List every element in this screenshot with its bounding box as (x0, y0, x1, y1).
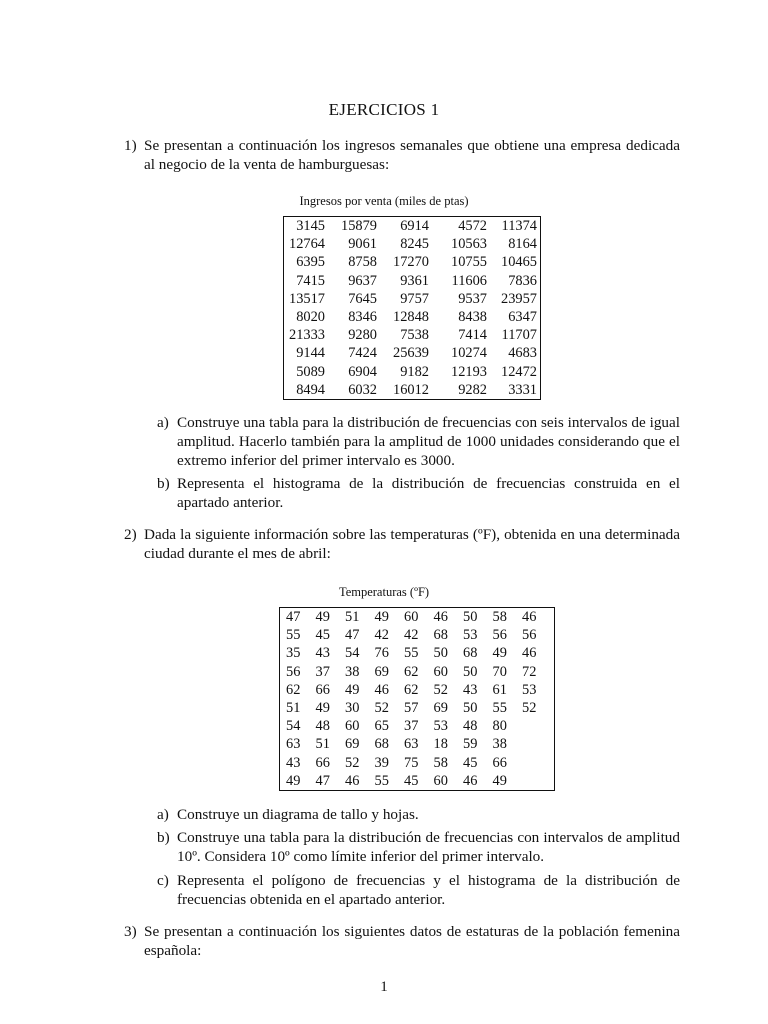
table-cell: 12193 (451, 363, 487, 380)
table-cell: 70 (492, 663, 507, 680)
table-cell: 17270 (393, 254, 429, 271)
table-cell: 42 (404, 627, 419, 644)
table-row (284, 326, 541, 344)
table-cell: 9282 (458, 381, 487, 398)
table-cell: 8164 (508, 236, 537, 253)
table-cell: 53 (463, 627, 478, 644)
table-cell: 61 (492, 681, 507, 698)
table-cell: 58 (433, 754, 448, 771)
table-cell: 16012 (393, 381, 429, 398)
table-cell: 60 (345, 718, 360, 735)
table-cell: 21333 (289, 327, 325, 344)
table-cell: 46 (463, 772, 478, 789)
table-row (280, 663, 555, 681)
table-row (280, 681, 555, 699)
table-cell: 66 (315, 754, 330, 771)
table-cell: 56 (286, 663, 301, 680)
table-row (284, 290, 541, 308)
part-label: c) (157, 872, 169, 889)
table-row (280, 717, 555, 735)
table-cell: 46 (433, 609, 448, 625)
table-cell: 46 (522, 609, 537, 625)
table-cell: 49 (492, 645, 507, 662)
table-cell: 52 (374, 700, 389, 717)
page-title: EJERCICIOS 1 (328, 100, 440, 119)
table-cell: 8494 (296, 381, 325, 398)
table-cell: 54 (345, 645, 360, 662)
table-cell: 60 (433, 663, 448, 680)
table-cell: 8438 (458, 309, 487, 326)
table-cell: 38 (492, 736, 507, 753)
table-cell: 46 (522, 645, 537, 662)
table-cell: 43 (463, 681, 478, 698)
table-cell: 55 (492, 700, 507, 717)
table-cell: 68 (433, 627, 448, 644)
table-cell: 8758 (348, 254, 377, 271)
table-cell: 12472 (501, 363, 537, 380)
table-cell: 76 (374, 645, 389, 662)
table-cell: 37 (404, 718, 419, 735)
table-cell: 53 (522, 681, 537, 698)
table-cell: 66 (492, 754, 507, 771)
table-cell: 13517 (289, 290, 325, 307)
table-cell: 69 (433, 700, 448, 717)
table-cell: 7414 (458, 327, 487, 344)
table-cell: 43 (286, 754, 301, 771)
table-cell: 12764 (289, 236, 325, 253)
table-cell: 51 (286, 700, 301, 717)
table-cell: 49 (315, 609, 330, 625)
table-cell: 4683 (508, 345, 537, 362)
table-row (280, 644, 555, 662)
table-cell: 6904 (348, 363, 377, 380)
table-cell: 51 (345, 609, 360, 625)
part-label: b) (157, 475, 170, 492)
table-cell: 50 (463, 663, 478, 680)
table-cell: 11707 (501, 327, 537, 344)
table-cell: 50 (463, 700, 478, 717)
table-cell: 55 (374, 772, 389, 789)
table-cell: 46 (374, 681, 389, 698)
exercise-2-part-c (157, 871, 680, 909)
exercise-2-part-b (157, 828, 680, 866)
table-cell: 54 (286, 718, 301, 735)
exercise-1-part-a (157, 413, 680, 470)
table-cell: 50 (463, 609, 478, 625)
table-cell: 52 (345, 754, 360, 771)
part-label: a) (157, 414, 169, 431)
table-row (284, 235, 541, 253)
exercise-number: 3) (124, 923, 137, 940)
table-cell: 3331 (508, 381, 537, 398)
table-cell: 58 (492, 609, 507, 625)
part-text: Representa el histograma de la distribución de frecuencias construida en el apartado anterior. (177, 475, 680, 511)
table-row (284, 272, 541, 290)
table-cell: 48 (315, 718, 330, 735)
table-cell: 8245 (400, 236, 429, 253)
table-row (280, 608, 555, 627)
table-cell (522, 754, 554, 772)
table-cell: 49 (345, 681, 360, 698)
table-cell: 75 (404, 754, 419, 771)
table-cell: 10755 (451, 254, 487, 271)
table-cell (522, 772, 554, 791)
table-caption-ingresos: Ingresos por venta (miles de ptas) (299, 194, 469, 208)
table-row (284, 381, 541, 400)
part-text: Representa el polígono de frecuencias y el histograma de la distribución de frecuencias obtenida en el apartado anterior. (177, 872, 680, 908)
table-cell: 55 (286, 627, 301, 644)
table-cell: 68 (374, 736, 389, 753)
part-text: Construye una tabla para la distribución de frecuencias con intervalos de amplitud 10º. Considera 10º como límite inferior del primer intervalo. (177, 829, 680, 865)
table-cell: 7424 (348, 345, 377, 362)
table-row (284, 253, 541, 271)
table-cell: 25639 (393, 345, 429, 362)
table-row (284, 363, 541, 381)
part-text: Construye una tabla para la distribución de frecuencias con seis intervalos de igual amplitud. Hacerlo también para la amplitud de 1000 unidades considerando que el extremo inferior del primer intervalo es 3000. (177, 414, 680, 469)
exercise-number: 2) (124, 526, 137, 543)
table-cell: 69 (345, 736, 360, 753)
table-cell (522, 735, 554, 753)
table-cell (522, 717, 554, 735)
table-cell: 62 (404, 663, 419, 680)
table-cell: 56 (492, 627, 507, 644)
table-cell: 6395 (296, 254, 325, 271)
table-cell: 55 (404, 645, 419, 662)
exercise-text: Se presentan a continuación los ingresos semanales que obtiene una empresa dedicada al negocio de la venta de hamburguesas: (144, 137, 680, 173)
part-label: a) (157, 806, 169, 823)
exercise-1-part-b (157, 474, 680, 512)
table-cell: 9061 (348, 236, 377, 253)
table-row (284, 308, 541, 326)
table-cell: 6032 (348, 381, 377, 398)
table-cell: 49 (374, 609, 389, 625)
table-cell: 9144 (296, 345, 325, 362)
page-number: 1 (380, 979, 388, 995)
table-cell: 9537 (458, 290, 487, 307)
table-cell: 60 (433, 772, 448, 789)
exercise-text: Dada la siguiente información sobre las temperaturas (ºF), obtenida en una determinada ciudad durante el mes de abril: (144, 526, 680, 562)
table-cell: 8346 (348, 309, 377, 326)
table-cell: 9280 (348, 327, 377, 344)
part-label: b) (157, 829, 170, 846)
table-cell: 6347 (508, 309, 537, 326)
table-cell: 45 (315, 627, 330, 644)
table-cell: 53 (433, 718, 448, 735)
table-cell: 50 (433, 645, 448, 662)
table-cell: 48 (463, 718, 478, 735)
table-cell: 7645 (348, 290, 377, 307)
table-cell: 69 (374, 663, 389, 680)
table-cell: 51 (315, 736, 330, 753)
table-cell: 7415 (296, 272, 325, 289)
table-cell: 9637 (348, 272, 377, 289)
table-cell: 47 (345, 627, 360, 644)
table-cell: 10274 (451, 345, 487, 362)
table-cell: 45 (463, 754, 478, 771)
table-cell: 65 (374, 718, 389, 735)
table-cell: 30 (345, 700, 360, 717)
table-cell: 12848 (393, 309, 429, 326)
table-cell: 8020 (296, 309, 325, 326)
table-cell: 37 (315, 663, 330, 680)
exercise-1 (124, 136, 680, 174)
table-cell: 66 (315, 681, 330, 698)
table-cell: 72 (522, 663, 537, 680)
table-cell: 3145 (296, 218, 325, 234)
table-cell: 9757 (400, 290, 429, 307)
exercise-2-part-a (157, 805, 680, 824)
table-cell: 80 (492, 718, 507, 735)
exercise-2 (124, 525, 680, 563)
exercise-3 (124, 922, 680, 960)
table-cell: 62 (286, 681, 301, 698)
table-cell: 18 (433, 736, 448, 753)
table-row (284, 344, 541, 362)
table-cell: 9361 (400, 272, 429, 289)
table-cell: 63 (404, 736, 419, 753)
exercise-text: Se presentan a continuación los siguientes datos de estaturas de la población femenina española: (144, 923, 680, 959)
table-cell: 47 (286, 609, 301, 625)
table-cell: 10465 (501, 254, 537, 271)
table-row (280, 735, 555, 753)
table-cell: 7538 (400, 327, 429, 344)
table-row (280, 754, 555, 772)
table-cell: 57 (404, 700, 419, 717)
table-cell: 59 (463, 736, 478, 753)
table-cell: 52 (522, 700, 537, 717)
table-cell: 49 (315, 700, 330, 717)
table-cell: 47 (315, 772, 330, 789)
table-cell: 38 (345, 663, 360, 680)
table-row (280, 699, 555, 717)
ingresos-table (283, 216, 541, 400)
table-cell: 35 (286, 645, 301, 662)
exercise-number: 1) (124, 137, 137, 154)
table-cell: 4572 (458, 218, 487, 234)
table-cell: 23957 (501, 290, 537, 307)
table-row (284, 217, 541, 236)
table-cell: 6914 (400, 218, 429, 234)
table-cell: 52 (433, 681, 448, 698)
table-row (280, 772, 555, 791)
table-cell: 11374 (501, 218, 537, 234)
part-text: Construye un diagrama de tallo y hojas. (177, 806, 419, 823)
table-cell: 7836 (508, 272, 537, 289)
table-cell: 49 (492, 772, 507, 789)
table-cell: 42 (374, 627, 389, 644)
table-cell: 60 (404, 609, 419, 625)
table-cell: 68 (463, 645, 478, 662)
table-cell: 10563 (451, 236, 487, 253)
temperaturas-table (279, 607, 555, 791)
table-cell: 15879 (341, 218, 377, 234)
table-cell: 39 (374, 754, 389, 771)
table-cell: 9182 (400, 363, 429, 380)
table-cell: 62 (404, 681, 419, 698)
table-cell: 11606 (451, 272, 487, 289)
table-cell: 46 (345, 772, 360, 789)
table-caption-temperaturas: Temperaturas (ºF) (338, 585, 430, 599)
table-cell: 5089 (296, 363, 325, 380)
table-row (280, 626, 555, 644)
table-cell: 49 (286, 772, 301, 789)
table-cell: 63 (286, 736, 301, 753)
table-cell: 43 (315, 645, 330, 662)
table-cell: 56 (522, 627, 537, 644)
table-cell: 45 (404, 772, 419, 789)
